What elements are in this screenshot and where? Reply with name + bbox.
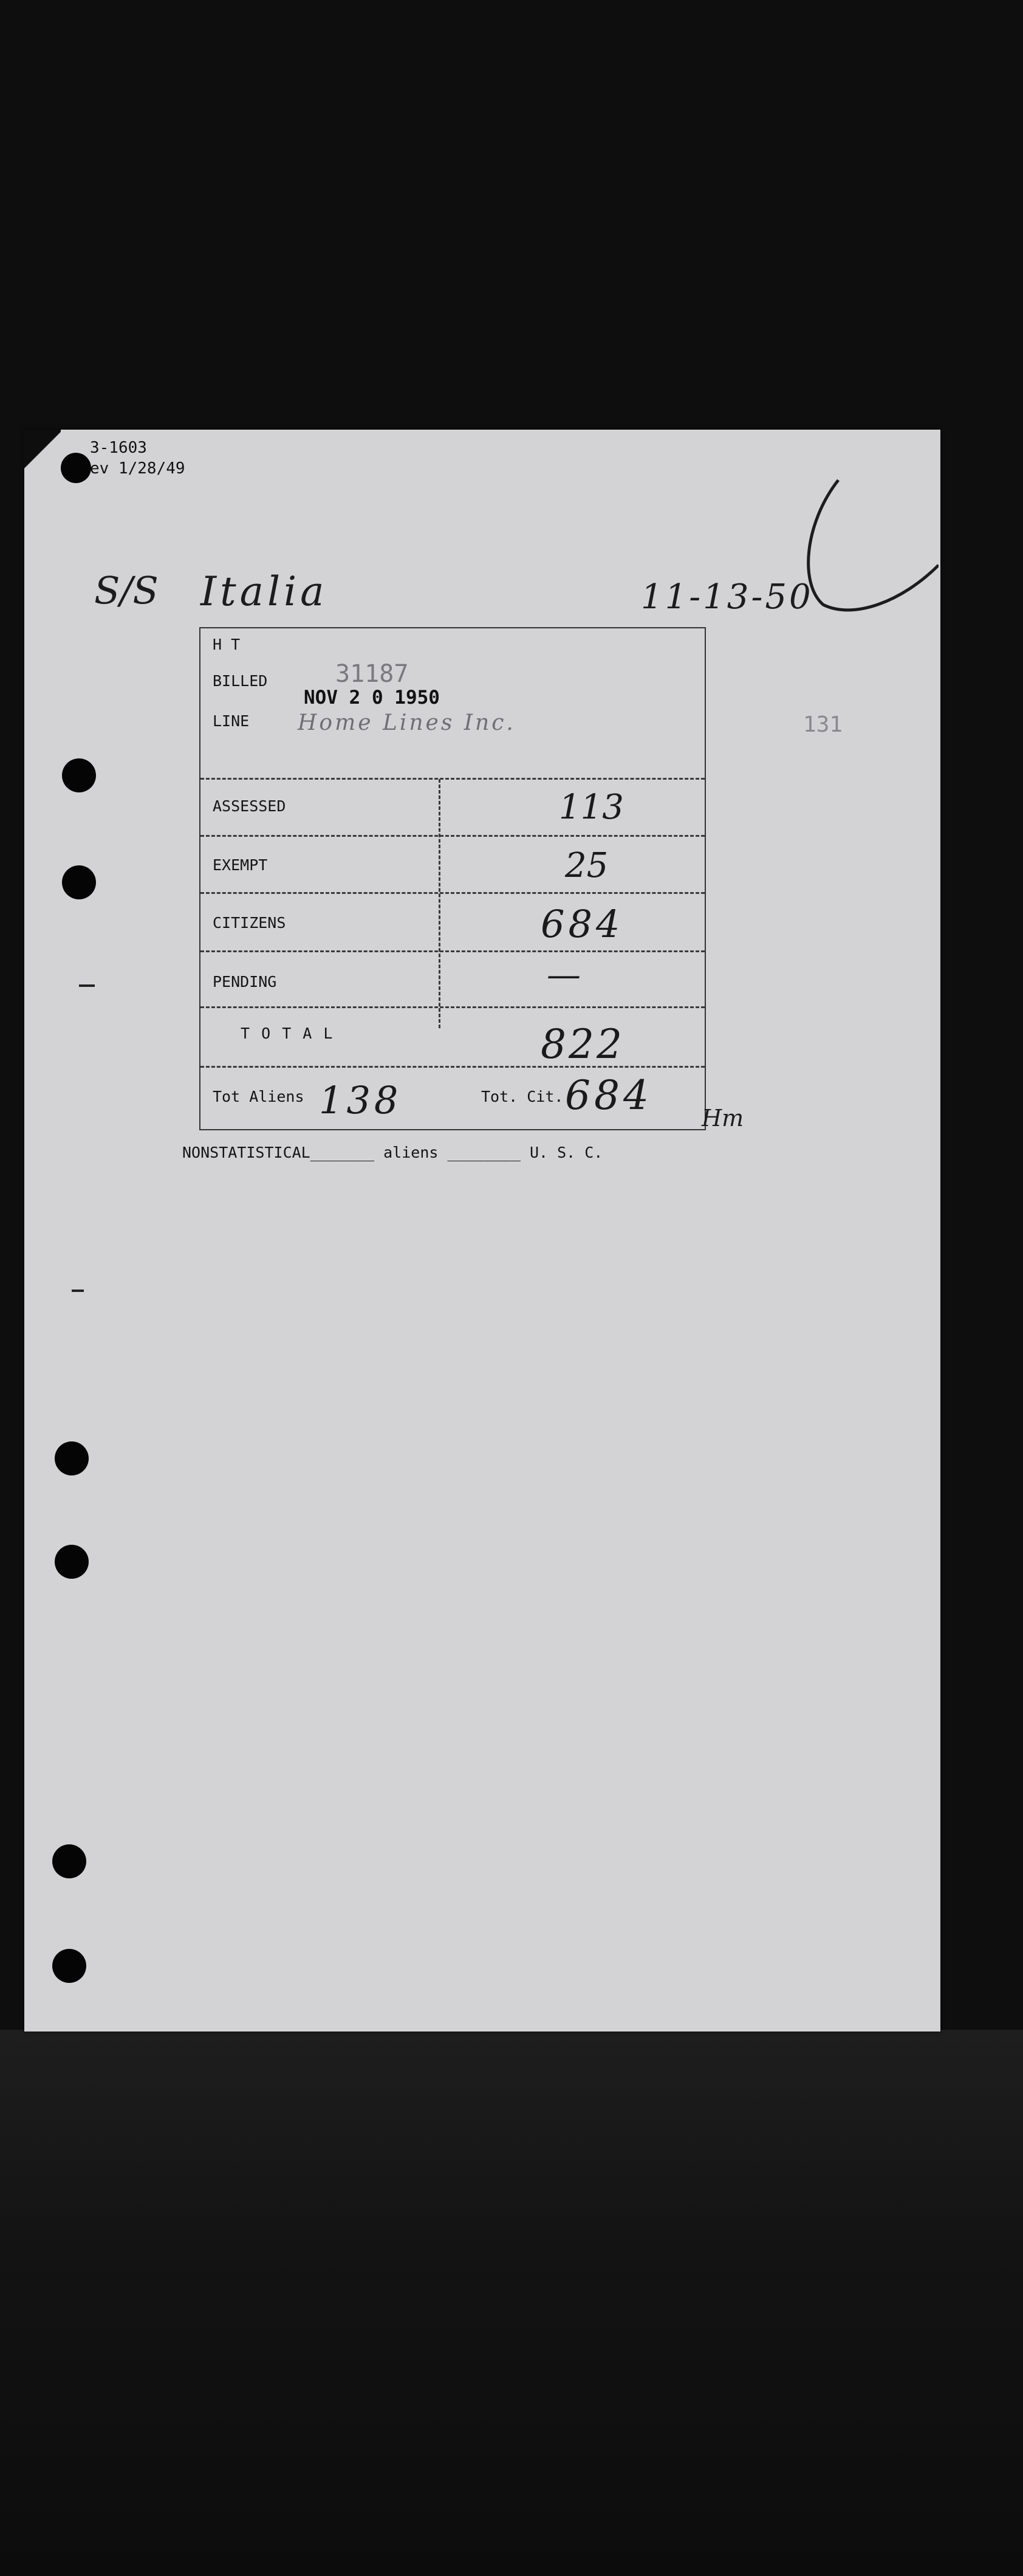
billed-date-stamp: NOV 2 0 1950 [304, 687, 440, 709]
ship-prefix: S/S [94, 568, 159, 613]
citizens-value: 684 [541, 902, 624, 946]
citizens-label: CITIZENS [213, 914, 286, 932]
tot-cit-label: Tot. Cit. [481, 1088, 564, 1105]
nonstatistical-line: NONSTATISTICAL_______ aliens ________ U. S. C. [182, 1144, 603, 1161]
arrival-date: 11-13-50 [641, 577, 813, 617]
margin-mark [72, 1290, 84, 1292]
tot-aliens-value: 138 [319, 1078, 402, 1122]
total-label: T O T A L [241, 1025, 334, 1042]
ht-label: H T [213, 636, 241, 653]
check-mark-icon [787, 474, 939, 620]
tot-aliens-label: Tot Aliens [213, 1088, 304, 1105]
divider [200, 835, 705, 837]
punch-hole [52, 1844, 86, 1878]
tot-cit-value: 684 [565, 1072, 652, 1119]
pending-label: PENDING [213, 973, 277, 991]
punch-hole [61, 453, 91, 483]
background-bottom [0, 2030, 1023, 2576]
form-number: 3-1603 [90, 439, 147, 457]
pending-value: — [547, 955, 581, 995]
divider [200, 1066, 705, 1068]
divider [200, 892, 705, 894]
torn-corner [24, 430, 61, 478]
punch-hole [62, 865, 96, 899]
form-number-block [90, 438, 185, 479]
assessed-value: 113 [559, 788, 624, 827]
punch-hole [52, 1949, 86, 1983]
column-divider [439, 779, 440, 1028]
billed-label: BILLED [213, 672, 268, 690]
line-value: Home Lines Inc. [298, 710, 516, 735]
ship-name: Italia [200, 568, 328, 615]
divider [200, 778, 705, 780]
punch-hole [62, 758, 96, 792]
form-revision: ev 1/28/49 [90, 459, 185, 478]
assessed-label: ASSESSED [213, 797, 286, 815]
page-number: 131 [803, 712, 843, 737]
billing-number: 31187 [335, 660, 409, 688]
margin-mark [79, 984, 95, 987]
line-label: LINE [213, 712, 250, 730]
tally-box [199, 627, 706, 1130]
exempt-value: 25 [565, 846, 609, 885]
total-value: 822 [541, 1021, 624, 1068]
punch-hole [55, 1545, 89, 1579]
punch-hole [55, 1441, 89, 1475]
divider [200, 950, 705, 952]
exempt-label: EXEMPT [213, 856, 268, 874]
divider [200, 1006, 705, 1008]
clerk-initials: Hm [702, 1105, 744, 1132]
